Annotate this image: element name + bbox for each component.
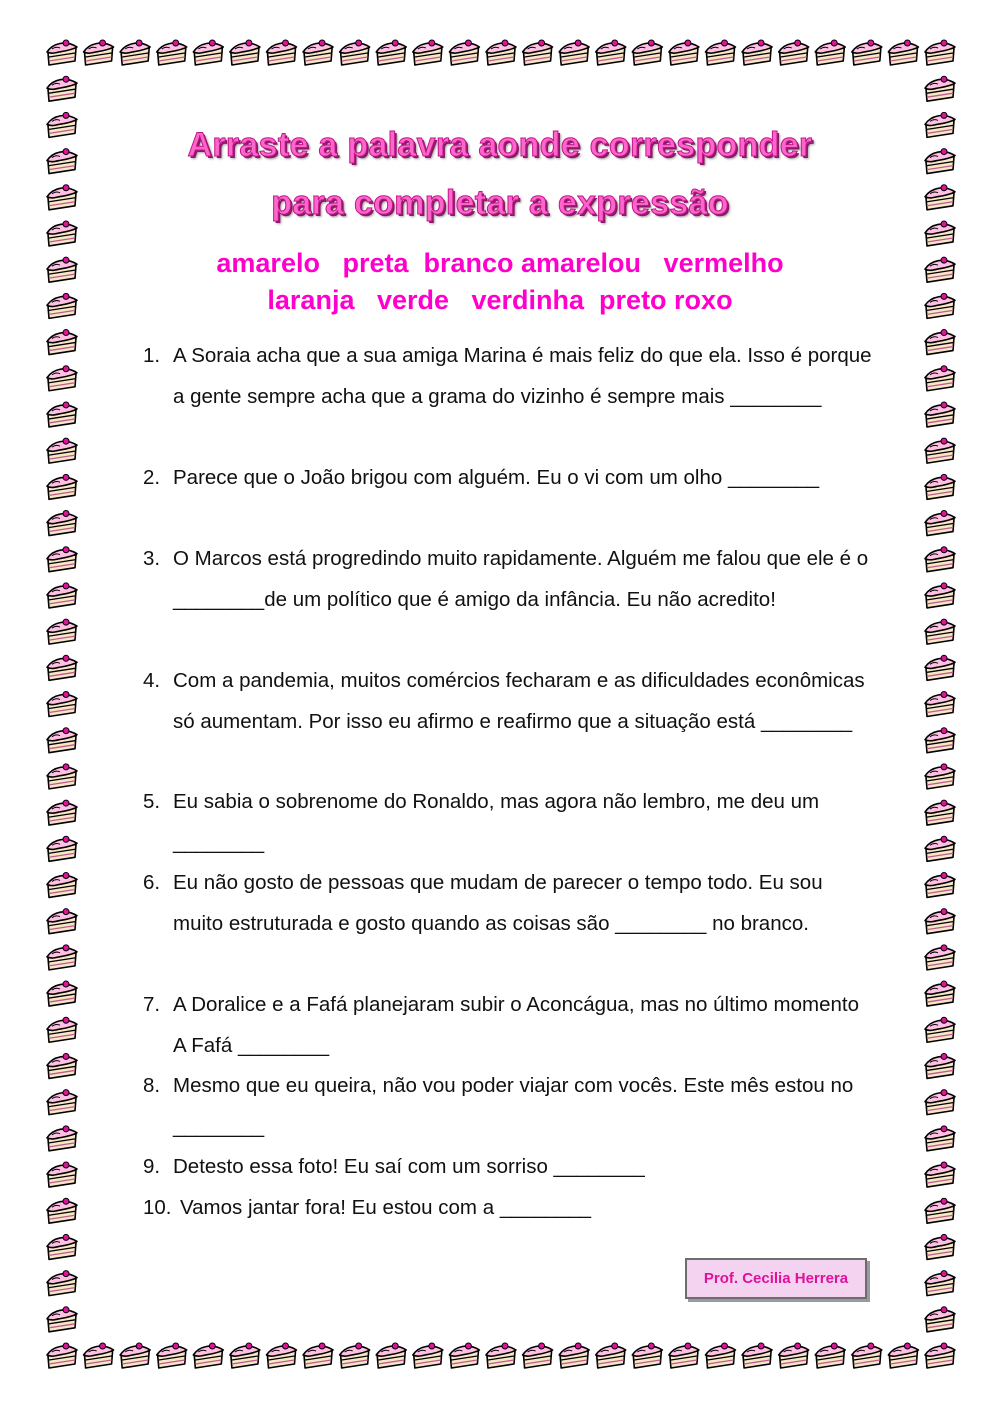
question-text: Com a pandemia, muitos comércios fecharam e as dificuldades econômicas só aumentam. Por isso eu afirmo e reafirmo que a situação está [173,669,865,733]
answer-blank[interactable]: ________ [760,709,853,733]
cake-slice-icon [815,1343,845,1368]
cake-slice-icon [559,1343,589,1368]
cake-slice-icon [47,438,77,463]
cake-slice-icon [925,474,955,499]
cake-slice-icon [925,330,955,355]
cake-slice-icon [925,1343,955,1368]
cake-slice-icon [193,40,223,65]
cake-slice-icon [413,40,443,65]
cake-slice-icon [84,1343,114,1368]
cake-slice-icon [120,40,150,65]
cake-slice-icon [157,40,187,65]
cake-slice-icon [157,1343,187,1368]
question-item [143,985,873,1066]
cake-slice-icon [925,1271,955,1296]
word-bank-line-1[interactable]: amarelo preta branco amarelou vermelho [216,248,784,278]
cake-slice-icon [47,511,77,536]
word-bank-line-2[interactable]: laranja verde verdinha preto roxo [267,285,733,315]
cake-slice-icon [47,76,77,101]
cake-slice-icon [47,836,77,861]
cake-slice-icon [47,1343,77,1368]
cake-slice-icon [925,1307,955,1332]
cake-slice-icon [888,40,918,65]
question-number: 1. [143,344,161,367]
cake-slice-icon [47,1090,77,1115]
question-number: 4. [143,669,161,692]
cake-slice-icon [47,474,77,499]
answer-blank[interactable]: ________ [615,911,707,935]
question-text: A Soraia acha que a sua amiga Marina é mais feliz do que ela. Isso é porque a gente sempre acha que a grama do vizinho é sempre mais [173,344,872,408]
question-text-after: no branco. [706,911,809,935]
question-number: 6. [143,871,161,894]
cake-slice-icon [120,1343,150,1368]
cake-slice-icon [706,40,736,65]
cake-slice-icon [267,1343,297,1368]
cake-slice-icon [559,40,589,65]
question-number: 3. [143,547,161,570]
cake-slice-icon [925,221,955,246]
question-text: Eu não gosto de pessoas que mudam de parecer o tempo todo. Eu sou muito estruturada e gosto quando as coisas são [173,871,823,935]
cake-slice-icon [84,40,114,65]
cake-slice-icon [742,1343,772,1368]
cake-slice-icon [47,547,77,572]
cake-slice-icon [925,1017,955,1042]
cake-slice-icon [47,40,77,65]
cake-slice-icon [706,1343,736,1368]
answer-blank[interactable]: ________ [237,1033,330,1057]
question-item [143,1066,873,1147]
question-item [143,539,873,620]
cake-slice-icon [47,402,77,427]
question-item [143,1147,873,1188]
question-text: Vamos jantar fora! Eu estou com a [180,1196,500,1219]
cake-slice-icon [47,945,77,970]
cake-slice-icon [230,1343,260,1368]
cake-slice-icon [925,1053,955,1078]
cake-slice-icon [47,655,77,680]
cake-slice-icon [925,402,955,427]
cake-slice-icon [852,1343,882,1368]
cake-slice-icon [596,1343,626,1368]
answer-blank[interactable]: ________ [730,384,822,408]
question-item [143,1188,873,1229]
question-item [143,863,873,944]
cake-slice-icon [523,1343,553,1368]
question-text: Parece que o João brigou com alguém. Eu o vi com um olho [173,466,728,489]
question-number: 9. [143,1155,161,1178]
question-item [143,458,873,499]
cake-slice-icon [47,909,77,934]
cake-slice-icon [47,1307,77,1332]
cake-slice-icon [193,1343,223,1368]
cake-slice-icon [925,547,955,572]
cake-slice-icon [47,800,77,825]
title-line-2: para completar a expressão [271,184,729,222]
question-number: 10. [143,1196,172,1219]
cake-slice-icon [925,872,955,897]
cake-slice-icon [925,655,955,680]
cake-slice-icon [632,1343,662,1368]
cake-slice-icon [47,1017,77,1042]
answer-blank[interactable]: ________ [553,1155,645,1178]
cake-slice-icon [47,221,77,246]
cake-slice-icon [303,1343,333,1368]
cake-slice-icon [888,1343,918,1368]
question-number: 7. [143,993,161,1016]
cake-slice-icon [742,40,772,65]
cake-slice-icon [925,366,955,391]
question-text: Detesto essa foto! Eu saí com um sorriso [173,1155,554,1178]
question-item [143,661,873,742]
cake-slice-icon [47,583,77,608]
cake-slice-icon [47,981,77,1006]
answer-blank[interactable]: ________ [499,1196,592,1219]
cake-slice-icon [852,40,882,65]
cake-slice-icon [340,1343,370,1368]
cake-slice-icon [925,836,955,861]
cake-slice-icon [47,1198,77,1223]
cake-slice-icon [267,40,297,65]
cake-slice-icon [925,692,955,717]
cake-slice-icon [303,40,333,65]
cake-slice-icon [449,1343,479,1368]
answer-blank[interactable]: ________ [173,830,265,854]
cake-slice-icon [47,872,77,897]
cake-slice-icon [925,800,955,825]
cake-slice-icon [47,692,77,717]
cake-slice-icon [925,40,955,65]
cake-slice-icon [925,909,955,934]
cake-slice-icon [925,728,955,753]
cake-slice-icon [925,583,955,608]
cake-slice-icon [376,40,406,65]
cake-slice-icon [815,40,845,65]
cake-slice-icon [413,1343,443,1368]
cake-slice-icon [925,76,955,101]
cake-slice-icon [47,1053,77,1078]
cake-slice-icon [47,1234,77,1259]
cake-slice-icon [925,1198,955,1223]
title-line-1: Arraste a palavra aonde corresponder [187,126,813,164]
cake-slice-icon [230,40,260,65]
cake-slice-icon [47,764,77,789]
cake-slice-icon [925,1162,955,1187]
cake-slice-icon [669,40,699,65]
cake-slice-icon [779,1343,809,1368]
cake-slice-icon [925,438,955,463]
cake-slice-icon [47,330,77,355]
question-text: Mesmo que eu queira, não vou poder viajar com vocês. Este mês estou no [173,1074,854,1097]
cake-slice-icon [779,40,809,65]
cake-slice-icon [632,40,662,65]
answer-blank[interactable]: ________ [173,1114,265,1138]
question-item [143,336,873,417]
question-number: 5. [143,790,161,813]
cake-slice-icon [925,981,955,1006]
cake-slice-icon [486,1343,516,1368]
question-text-after: de um político que é amigo da infância. Eu não acredito! [264,587,776,611]
cake-slice-icon [925,945,955,970]
question-text: O Marcos está progredindo muito rapidamente. Alguém me falou que ele é o [173,547,869,570]
question-text: Eu sabia o sobrenome do Ronaldo, mas agora não lembro, me deu um [173,790,820,813]
question-number: 8. [143,1074,161,1097]
cake-slice-icon [523,40,553,65]
cake-slice-icon [47,1271,77,1296]
question-text: A Doralice e a Fafá planejaram subir o Aconcágua, mas no último momento A Fafá [173,993,859,1057]
cake-slice-icon [47,728,77,753]
cake-slice-icon [925,511,955,536]
cake-slice-icon [925,1234,955,1259]
cake-slice-icon [596,40,626,65]
cake-slice-icon [47,366,77,391]
question-number: 2. [143,466,161,489]
cake-slice-icon [669,1343,699,1368]
question-item [143,782,873,863]
cake-slice-icon [376,1343,406,1368]
cake-slice-icon [925,764,955,789]
cake-slice-icon [47,619,77,644]
cake-slice-icon [47,1126,77,1151]
answer-blank[interactable]: ________ [727,466,820,489]
cake-slice-icon [925,619,955,644]
cake-slice-icon [449,40,479,65]
author-credit-badge: Prof. Cecilia Herrera [685,1258,867,1299]
cake-slice-icon [47,1162,77,1187]
answer-blank[interactable]: ________ [173,587,265,611]
cake-slice-icon [925,1090,955,1115]
cake-slice-icon [486,40,516,65]
cake-slice-icon [340,40,370,65]
cake-slice-icon [925,1126,955,1151]
